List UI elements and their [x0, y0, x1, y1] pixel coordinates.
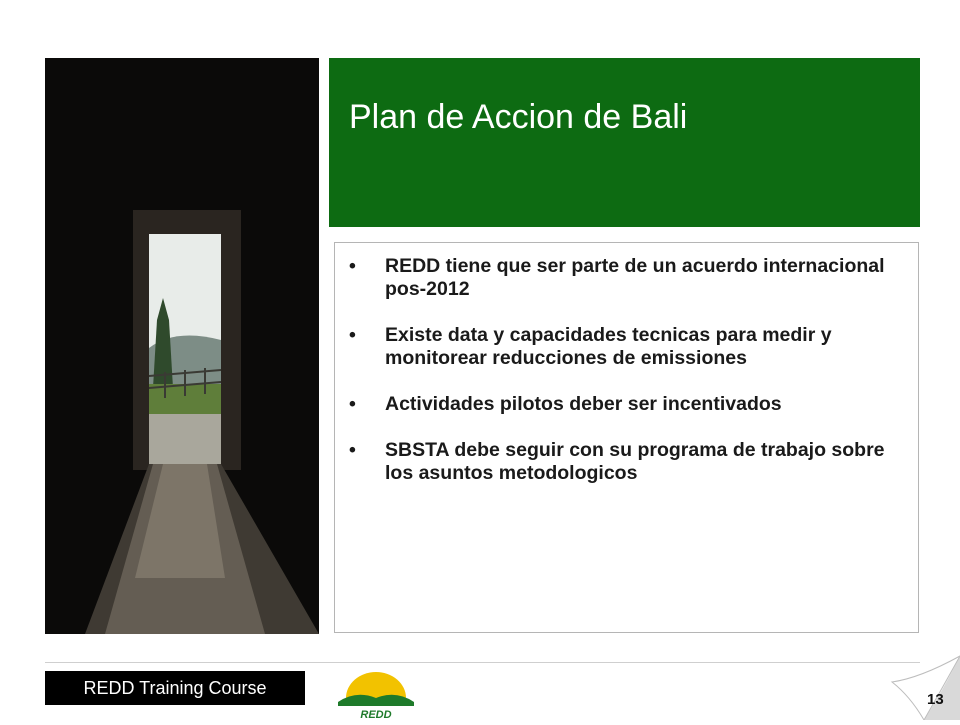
course-label: REDD Training Course — [45, 671, 305, 705]
bullet-text: Existe data y capacidades tecnicas para medir y monitorear reducciones de emissiones — [385, 324, 832, 369]
bullet-item — [349, 439, 889, 485]
title-banner — [329, 58, 920, 227]
bullet-dot: • — [349, 439, 356, 461]
bullet-item — [349, 255, 889, 301]
slide-title: Plan de Accion de Bali — [349, 98, 688, 136]
doorway-photo — [45, 58, 319, 634]
page-number: 13 — [927, 691, 944, 708]
logo-text: REDD — [360, 709, 392, 720]
bullet-dot: • — [349, 324, 356, 346]
bullet-list — [349, 255, 889, 508]
footer-divider — [45, 662, 920, 663]
bullet-item — [349, 324, 889, 370]
bullet-dot: • — [349, 255, 356, 277]
bullet-text: REDD tiene que ser parte de un acuerdo internacional pos-2012 — [385, 255, 885, 300]
page-curl-graphic — [890, 652, 960, 720]
bullet-text: SBSTA debe seguir con su programa de trabajo sobre los asuntos metodologicos — [385, 439, 885, 484]
bullet-dot: • — [349, 393, 356, 415]
redd-logo — [336, 668, 416, 720]
bullet-item — [349, 393, 889, 416]
bullet-panel — [334, 242, 919, 633]
bullet-text: Actividades pilotos deber ser incentivados — [385, 393, 782, 415]
